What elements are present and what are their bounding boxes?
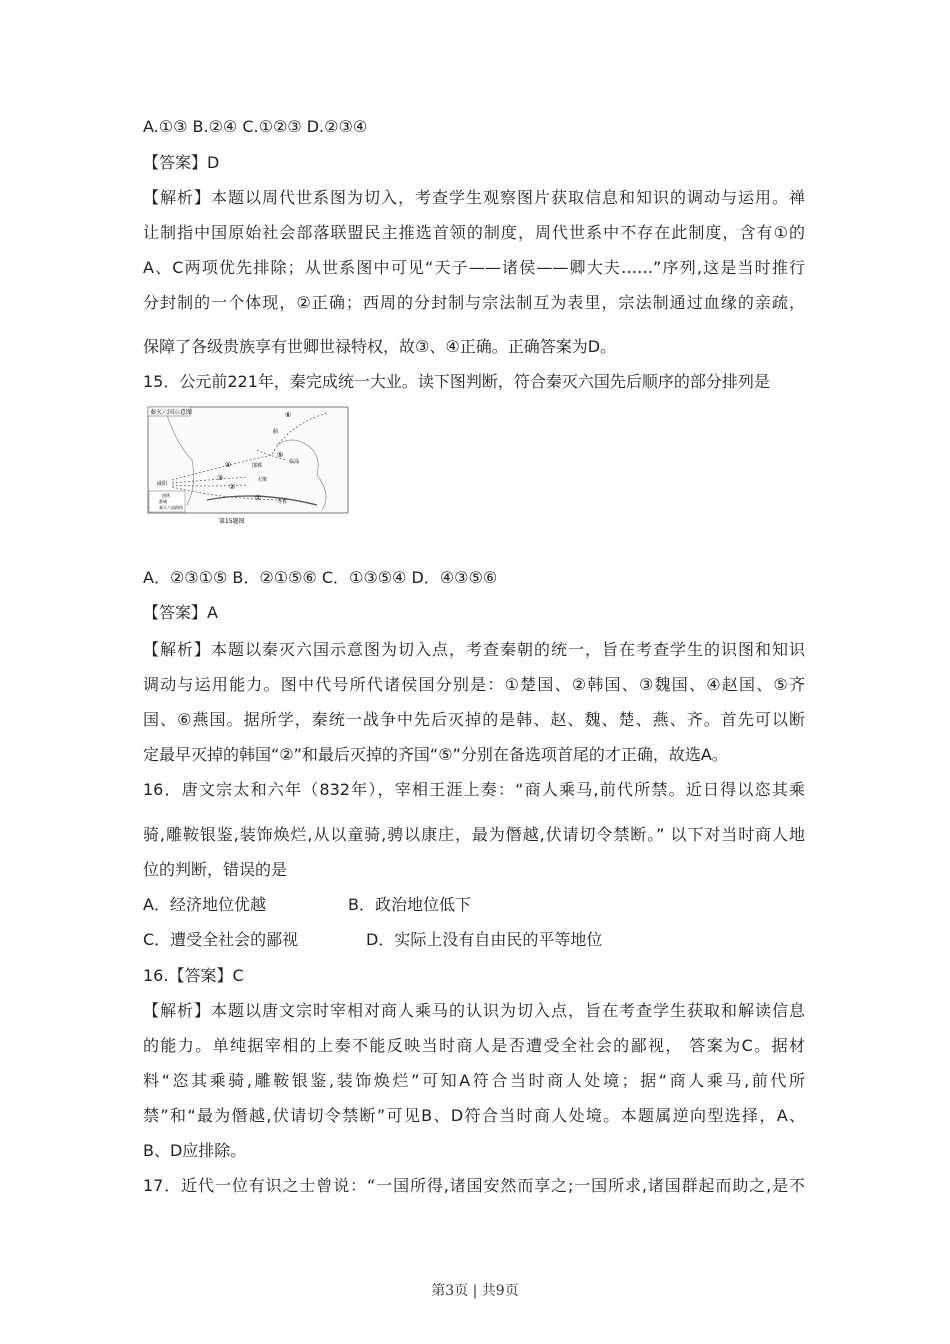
page-footer: 第3页 | 共9页 xyxy=(431,1283,519,1299)
q16-analysis-line: B、D应排除。 xyxy=(143,1141,247,1160)
q16-option-d: D．实际上没有自由民的平等地位 xyxy=(366,930,603,949)
q14-analysis-line: 保障了各级贵族享有世卿世禄特权，故③、④正确。正确答案为D。 xyxy=(143,337,617,356)
q15-analysis-line: 国、⑥燕国。据所学，秦统一战争中先后灭掉的是韩、赵、魏、楚、燕、齐。首先可以断 xyxy=(143,710,805,729)
map-marker: ⑥ xyxy=(285,411,292,419)
q16-analysis-line: 料“恣其乘骑,雕鞍银鉴,装饰焕烂”可知A符合当时商人处境；据“商人乘马,前代所 xyxy=(143,1071,805,1090)
map-marker: ⑤ xyxy=(277,451,284,459)
q15-answer: 【答案】A xyxy=(143,603,218,622)
q17-stem: 17．近代一位有识之士曾说：“一国所得,诸国安然而享之;一国所求,诸国群起而助之,是不 xyxy=(143,1176,805,1195)
q15-analysis-line: 【解析】本题以秦灭六国示意图为切入点，考查秦朝的统一，旨在考查学生的识图和知识 xyxy=(143,640,805,659)
map-legend-title: 图例 xyxy=(162,493,170,498)
q16-option-c: C．遭受全社会的鄙视 xyxy=(143,930,299,949)
q16-analysis-line: 的能力。单纯据宰相的上奏不能反映当时商人是否遭受全社会的鄙视， 答案为C。据材 xyxy=(143,1036,805,1055)
map-marker: ① xyxy=(255,494,262,502)
q14-analysis-line: 分封制的一个体现，②正确；西周的分封制与宗法制互为表里，宗法制通过血缘的亲疏， xyxy=(143,293,805,312)
map-place: 蓟 xyxy=(273,429,279,435)
map-legend-item: 都城 xyxy=(159,499,167,504)
q15-analysis-line: 调动与运用能力。图中代号所代诸侯国分别是：①楚国、②韩国、③魏国、④赵国、⑤齐 xyxy=(143,675,805,694)
map-place: 咸阳 xyxy=(157,481,168,487)
q16-option-b: B．政治地位低下 xyxy=(348,895,471,914)
map-caption: 第15题图 xyxy=(219,518,245,525)
q16-analysis-line: 禁”和“最为僭越,伏请切令禁断”可见B、D符合当时商人处境。本题属逆向型选择，A、 xyxy=(143,1106,805,1125)
map-marker: ④ xyxy=(225,461,232,469)
q15-analysis-line: 定最早灭掉的韩国“②”和最后灭掉的齐国“⑤”分别在备选项首尾的才正确，故选A。 xyxy=(143,745,728,764)
q16-analysis-line: 【解析】本题以唐文宗时宰相对商人乘马的认识为切入点，旨在考查学生获取和解读信息 xyxy=(143,1001,805,1020)
q14-answer: 【答案】D xyxy=(143,153,220,172)
map-marker: ② xyxy=(229,483,236,491)
map-place: 临淄 xyxy=(289,459,300,465)
qin-conquest-map xyxy=(147,405,352,525)
q16-answer: 16.【答案】C xyxy=(143,966,244,985)
map-title: 秦灭六国示意图 xyxy=(150,409,193,416)
q14-analysis-line: A、C两项优先排除；从世系图中可见“天子——诸侯——卿大夫……”序列,这是当时推行 xyxy=(143,258,805,277)
q16-stem-line: 位的判断，错误的是 xyxy=(143,860,288,879)
q16-stem-line: 16．唐文宗太和六年（832年），宰相王涯上奏：“商人乘马,前代所禁。近日得以恣其乘 xyxy=(143,780,805,799)
q14-analysis-line: 让制指中国原始社会部落联盟民主推选首领的制度，周代世系中不存在此制度，含有①的 xyxy=(143,223,805,242)
q14-analysis-line: 【解析】本题以周代世系图为切入，考查学生观察图片获取信息和知识的调动与运用。禅 xyxy=(143,188,805,207)
q16-option-a: A．经济地位优越 xyxy=(143,895,266,914)
q15-stem: 15．公元前221年，秦完成统一大业。读下图判断，符合秦灭六国先后顺序的部分排列是 xyxy=(143,372,770,391)
q16-stem-line: 骑,雕鞍银鉴,装饰焕烂,从以童骑,骋以康庄，最为僭越,伏请切令禁断。” 以下对当时商人地 xyxy=(143,825,805,844)
map-marker: ③ xyxy=(217,474,224,482)
q15-options: A．②③①⑤ B．②①⑤⑥ C．①③⑤④ D．④③⑤⑥ xyxy=(143,568,498,587)
map-legend-item: 秦灭六国路线 xyxy=(159,505,183,510)
map-place: 寿春 xyxy=(277,499,288,505)
q14-options: A.①③ B.②④ C.①②③ D.②③④ xyxy=(143,117,368,136)
map-place: 大梁 xyxy=(257,477,268,483)
map-place: 邯郸 xyxy=(252,463,263,469)
